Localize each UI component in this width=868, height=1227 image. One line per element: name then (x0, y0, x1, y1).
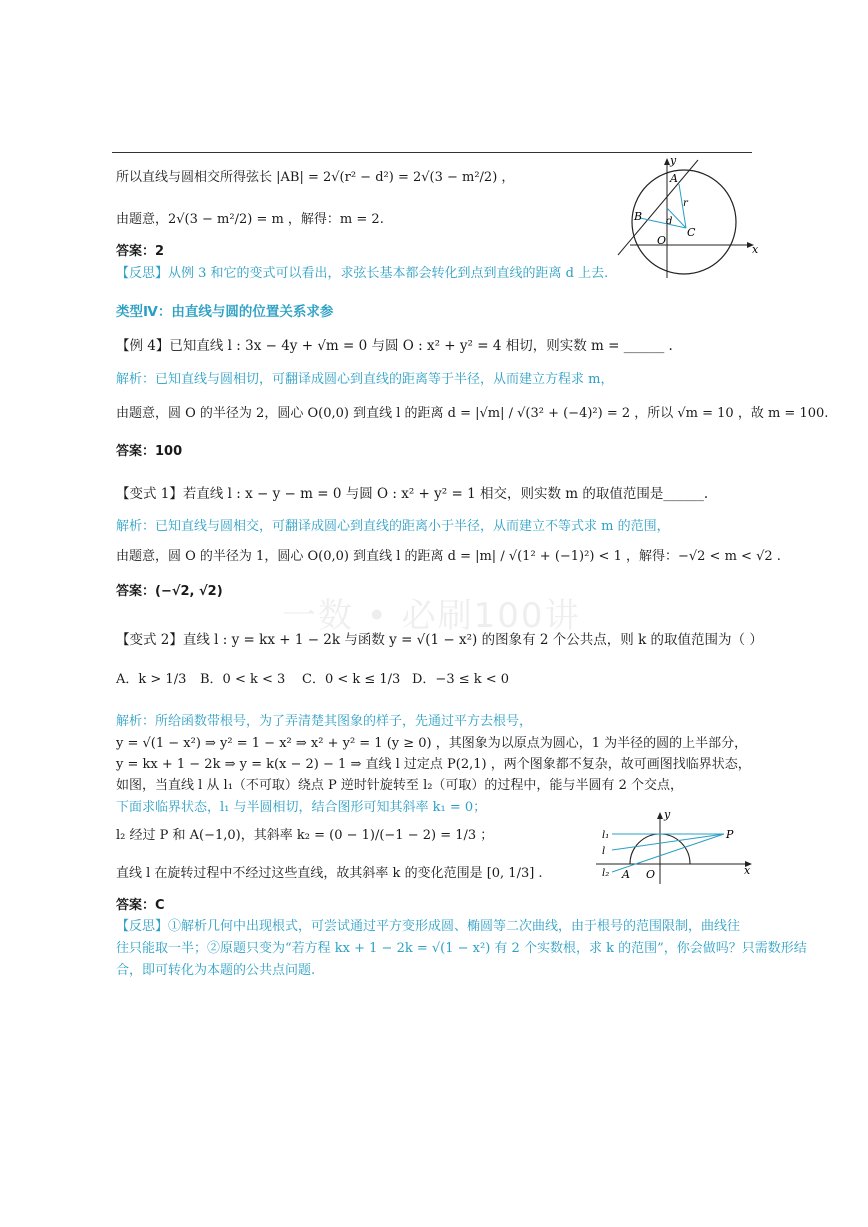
fig1-label-d: d (666, 216, 673, 227)
reflection-2-line1: 【反思】①解析几何中出现根式，可尝试通过平方变形成圆、椭圆等二次曲线，由于根号的范围限制，曲线往 (116, 919, 741, 934)
fig1-label-o: O (657, 234, 667, 247)
variant2-analysis-1: 解析：所给函数带根号，为了弄清楚其图象的样子，先通过平方去根号， (116, 714, 533, 729)
fig2-label-x: x (744, 864, 751, 877)
answer-1: 答案：2 (116, 244, 165, 259)
variant2-question: 【变式 2】直线 l : y = kx + 1 − 2k 与函数 y = √(1 − x²) 的图象有 2 个公共点，则 k 的取值范围为（ ） (116, 632, 763, 648)
option-c: C．0 < k ≤ 1/3 (302, 672, 401, 687)
section-title: 类型Ⅳ：由直线与圆的位置关系求参 (116, 304, 334, 320)
fig1-label-r: r (683, 198, 688, 209)
variant1-analysis: 解析：已知直线与圆相交，可翻译成圆心到直线的距离小于半径，从而建立不等式求 m 的范围， (116, 519, 670, 534)
watermark: 一数 • 必刷100讲 (282, 596, 581, 636)
variant1-question: 【变式 1】若直线 l : x − y − m = 0 与圆 O : x² + y² = 1 相交，则实数 m 的取值范围是______. (116, 486, 709, 502)
answer-4: 答案：C (116, 898, 165, 913)
fig2-line-l (612, 834, 724, 850)
circle-figure (612, 150, 762, 285)
variant2-analysis-5: 下面求临界状态，l₁ 与半圆相切，结合图形可知其斜率 k₁ = 0； (116, 800, 487, 815)
example4-analysis: 解析：已知直线与圆相切，可翻译成圆心到直线的距离等于半径，从而建立方程求 m， (116, 372, 614, 387)
variant2-analysis-7: 直线 l 在旋转过程中不经过这些直线，故其斜率 k 的变化范围是 [0, 1/3] . (116, 866, 543, 881)
variant2-analysis-2: y = √(1 − x²) ⇒ y² = 1 − x² ⇒ x² + y² = 1 (y ≥ 0) ，其图象为以原点为圆心，1 为半径的圆的上半部分， (116, 736, 748, 751)
fig2-label-o: O (646, 868, 656, 881)
fig2-label-a: A (622, 868, 630, 881)
solve-line: 由题意，2√(3 − m²/2) = m ，解得：m = 2. (116, 212, 384, 227)
variant2-analysis-3: y = kx + 1 − 2k ⇒ y = k(x − 2) − 1 ⇒ 直线 l 过定点 P(2,1) ，两个图象都不复杂，故可画图找临界状态， (116, 757, 751, 772)
fig2-label-p: P (726, 828, 734, 841)
fig2-label-l2: l₂ (602, 868, 610, 879)
reflection-2-line2: 往只能取一半；②原题只变为“若方程 kx + 1 − 2k = √(1 − x²) 有 2 个实数根，求 k 的范围”，你会做吗？只需数形结 (116, 941, 807, 956)
option-d: D．−3 ≤ k < 0 (412, 672, 510, 687)
variant1-solution: 由题意，圆 O 的半径为 1，圆心 O(0,0) 到直线 l 的距离 d = |m| / √(1² + (−1)²) < 1 ，解得：−√2 < m < √2 . (116, 549, 781, 564)
fig1-label-x: x (752, 243, 759, 256)
variant2-analysis-6: l₂ 经过 P 和 A(−1,0)，其斜率 k₂ = (0 − 1)/(−1 − 2) = 1/3 ； (116, 828, 494, 843)
example4-solution: 由题意，圆 O 的半径为 2，圆心 O(0,0) 到直线 l 的距离 d = |√m| / √(3² + (−4)²) = 2 ，所以 √m = 10 ，故 m = 100. (116, 406, 829, 421)
fig1-chord-b (640, 218, 686, 228)
option-b: B．0 < k < 3 (200, 672, 286, 687)
chord-length-line: 所以直线与圆相交所得弦长 |AB| = 2√(r² − d²) = 2√(3 − m²/2) ， (116, 170, 515, 185)
fig2-label-l1: l₁ (602, 830, 610, 841)
answer-3: 答案：(−√2, √2) (116, 584, 223, 599)
fig1-label-a: A (670, 172, 678, 185)
fig1-label-b: B (634, 210, 643, 223)
fig2-label-l: l (602, 846, 606, 857)
fig2-label-y: y (664, 808, 671, 821)
reflection-2-line3: 合，即可转化为本题的公共点问题. (116, 963, 316, 978)
example4-question: 【例 4】已知直线 l : 3x − 4y + √m = 0 与圆 O : x² + y² = 4 相切，则实数 m = ______ . (116, 338, 673, 354)
reflection-1: 【反思】从例 3 和它的变式可以看出，求弦长基本都会转化到点到直线的距离 d 上去. (116, 266, 609, 281)
answer-2: 答案：100 (116, 444, 183, 459)
fig1-label-y: y (670, 154, 677, 167)
fig2-line-l2 (612, 834, 724, 872)
fig1-label-c: C (687, 226, 696, 239)
fig1-circle (632, 170, 736, 274)
option-a: A．k > 1/3 (116, 672, 187, 687)
fig2-y-arrow (657, 812, 663, 819)
variant2-analysis-4: 如图，当直线 l 从 l₁（不可取）绕点 P 逆时针旋转至 l₂（可取）的过程中，能与半圆有 2 个交点， (116, 778, 683, 793)
semicircle-figure (590, 808, 760, 888)
